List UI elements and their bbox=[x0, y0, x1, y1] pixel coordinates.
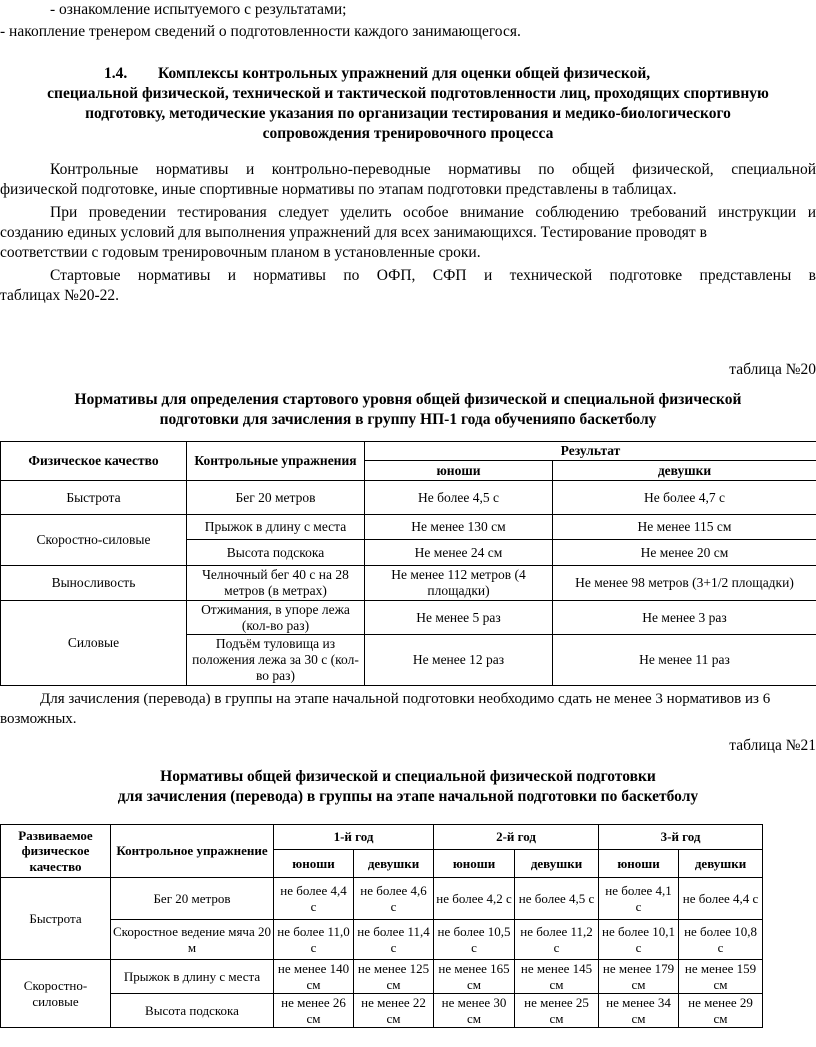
table21-title-line-1: Нормативы общей физической и специальной физической подготовки bbox=[160, 768, 656, 785]
section-title-line-2: специальной физической, технической и тактической подготовленности лиц, проходящих спортивную bbox=[47, 85, 769, 102]
table21-cell: не более 4,4 с bbox=[274, 878, 354, 920]
table21-cell: не более 10,1 с bbox=[599, 920, 679, 960]
table20-note-line-1: Для зачисления (перевода) в группы на этапе начальной подготовки необходимо сдать не менее 3 нормативов из 6 bbox=[40, 691, 771, 707]
table-row bbox=[1, 960, 763, 994]
table20-cell: Прыжок в длину с места bbox=[187, 515, 365, 540]
table21-cell: не менее 159 см bbox=[679, 960, 763, 994]
table20-cell: Быстрота bbox=[1, 481, 187, 515]
table21-cell: не более 11,2 с bbox=[515, 920, 599, 960]
table20-cell: Не менее 115 см bbox=[553, 515, 816, 540]
table21-cell: не менее 140 см bbox=[274, 960, 354, 994]
table21-header-exercise: Контрольное упражнение bbox=[111, 825, 274, 878]
paragraph-1-line-1: Контрольные нормативы и контрольно-переводные нормативы по общей физической, специальной bbox=[50, 161, 816, 178]
table21 bbox=[0, 824, 763, 1028]
table20-cell: Скоростно-силовые bbox=[1, 515, 187, 566]
table20-cell: Выносливость bbox=[1, 566, 187, 601]
table20-header-quality: Физическое качество bbox=[1, 442, 187, 481]
section-number: 1.4. bbox=[104, 65, 128, 82]
table21-cell: Бег 20 метров bbox=[111, 878, 274, 920]
table21-cell: не менее 145 см bbox=[515, 960, 599, 994]
table21-header-year-3: 3-й год bbox=[599, 825, 763, 850]
table-row bbox=[1, 601, 816, 635]
table20-cell: Силовые bbox=[1, 601, 187, 686]
table21-cell: Быстрота bbox=[1, 878, 111, 960]
table21-header-boys: юноши bbox=[599, 850, 679, 878]
table20-title-line-2: подготовки для зачисления в группу НП-1 года обученияпо баскетболу bbox=[159, 411, 657, 428]
table-row bbox=[1, 515, 816, 540]
table20-cell: Челночный бег 40 с на 28 метров (в метрах) bbox=[187, 566, 365, 601]
table20-header-girls: девушки bbox=[553, 461, 816, 481]
paragraph-2-line-2: созданию единых условий для выполнения упражнений для всех занимающихся. Тестирование проводят в bbox=[0, 224, 707, 241]
table21-cell: не менее 26 см bbox=[274, 994, 354, 1028]
table20-cell: Не менее 3 раз bbox=[553, 601, 816, 635]
table21-cell: не более 11,4 с bbox=[354, 920, 434, 960]
table21-header-girls: девушки bbox=[515, 850, 599, 878]
table20-cell: Не менее 112 метров (4 площадки) bbox=[365, 566, 553, 601]
table21-cell: не более 10,8 с bbox=[679, 920, 763, 960]
table20-cell: Подъём туловища из положения лежа за 30 с (кол-во раз) bbox=[187, 635, 365, 686]
table-row bbox=[1, 481, 816, 515]
paragraph-3-line-2: таблицах №20-22. bbox=[0, 287, 119, 304]
table20-cell: Не менее 12 раз bbox=[365, 635, 553, 686]
table-row bbox=[1, 994, 763, 1028]
table21-cell: не более 4,1 с bbox=[599, 878, 679, 920]
table20-cell: Отжимания, в упоре лежа (кол-во раз) bbox=[187, 601, 365, 635]
table20-cell: Высота подскока bbox=[187, 540, 365, 566]
table21-cell: не менее 25 см bbox=[515, 994, 599, 1028]
section-title-line-1: Комплексы контрольных упражнений для оценки общей физической, bbox=[158, 65, 651, 82]
section-title-line-3: подготовку, методические указания по организации тестирования и медико-биологического bbox=[85, 105, 731, 122]
table-row bbox=[1, 920, 763, 960]
table21-header-boys: юноши bbox=[274, 850, 354, 878]
table21-header-year-2: 2-й год bbox=[434, 825, 599, 850]
table20-header-boys: юноши bbox=[365, 461, 553, 481]
table21-cell: не менее 179 см bbox=[599, 960, 679, 994]
table20-note-line-2: возможных. bbox=[0, 711, 77, 727]
paragraph-2-line-3: соответствии с годовым тренировочным планом в установленные сроки. bbox=[0, 244, 481, 261]
table21-cell: не менее 125 см bbox=[354, 960, 434, 994]
table21-cell: Скоростно-силовые bbox=[1, 960, 111, 1028]
table21-cell: не более 4,6 с bbox=[354, 878, 434, 920]
paragraph-3-line-1: Стартовые нормативы и нормативы по ОФП, СФП и технической подготовке представлены в bbox=[50, 267, 816, 284]
table21-cell: не менее 34 см bbox=[599, 994, 679, 1028]
table21-title-line-2: для зачисления (перевода) в группы на этапе начальной подготовки по баскетболу bbox=[117, 788, 699, 805]
paragraph-2-line-1: При проведении тестирования следует уделить особое внимание соблюдению требований инструкции и bbox=[50, 204, 816, 221]
table21-cell: не более 10,5 с bbox=[434, 920, 515, 960]
table21-cell: не более 4,2 с bbox=[434, 878, 515, 920]
paragraph-1-line-2: физической подготовке, иные спортивные нормативы по этапам подготовки представлены в таблицах. bbox=[0, 181, 677, 198]
table21-label: таблица №21 bbox=[729, 737, 816, 754]
table20-cell: Не менее 11 раз bbox=[553, 635, 816, 686]
table21-cell: не менее 22 см bbox=[354, 994, 434, 1028]
table20-cell: Не более 4,7 с bbox=[553, 481, 816, 515]
table21-cell: не более 4,5 с bbox=[515, 878, 599, 920]
table20-title-line-1: Нормативы для определения стартового уровня общей физической и специальной физической bbox=[74, 391, 742, 408]
table20-cell: Бег 20 метров bbox=[187, 481, 365, 515]
table21-cell: не менее 30 см bbox=[434, 994, 515, 1028]
table21-cell: не более 11,0 с bbox=[274, 920, 354, 960]
intro-line-1: - ознакомление испытуемого с результатами; bbox=[50, 1, 347, 18]
table20-cell: Не менее 98 метров (3+1/2 площадки) bbox=[553, 566, 816, 601]
table21-cell: не менее 29 см bbox=[679, 994, 763, 1028]
table21-header-girls: девушки bbox=[354, 850, 434, 878]
table21-header-year-1: 1-й год bbox=[274, 825, 434, 850]
section-title-line-4: сопровождения тренировочного процесса bbox=[262, 125, 554, 142]
table20-cell: Не менее 20 см bbox=[553, 540, 816, 566]
table21-header-quality: Развиваемое физическое качество bbox=[1, 825, 111, 878]
table20-cell: Не более 4,5 с bbox=[365, 481, 553, 515]
table20 bbox=[0, 441, 816, 686]
table20-cell: Не менее 130 см bbox=[365, 515, 553, 540]
table-row bbox=[1, 878, 763, 920]
table21-header-girls: девушки bbox=[679, 850, 763, 878]
table20-label: таблица №20 bbox=[729, 361, 816, 378]
table21-cell: Высота подскока bbox=[111, 994, 274, 1028]
table21-cell: не менее 165 см bbox=[434, 960, 515, 994]
table21-cell: Скоростное ведение мяча 20 м bbox=[111, 920, 274, 960]
table21-cell: не более 4,4 с bbox=[679, 878, 763, 920]
table-row bbox=[1, 566, 816, 601]
table20-cell: Не менее 5 раз bbox=[365, 601, 553, 635]
table20-cell: Не менее 24 см bbox=[365, 540, 553, 566]
table20-header-exercise: Контрольные упражнения bbox=[187, 442, 365, 481]
table21-header-boys: юноши bbox=[434, 850, 515, 878]
table20-header-result: Результат bbox=[365, 442, 816, 461]
intro-line-2: - накопление тренером сведений о подготовленности каждого занимающегося. bbox=[0, 23, 521, 40]
table21-cell: Прыжок в длину с места bbox=[111, 960, 274, 994]
